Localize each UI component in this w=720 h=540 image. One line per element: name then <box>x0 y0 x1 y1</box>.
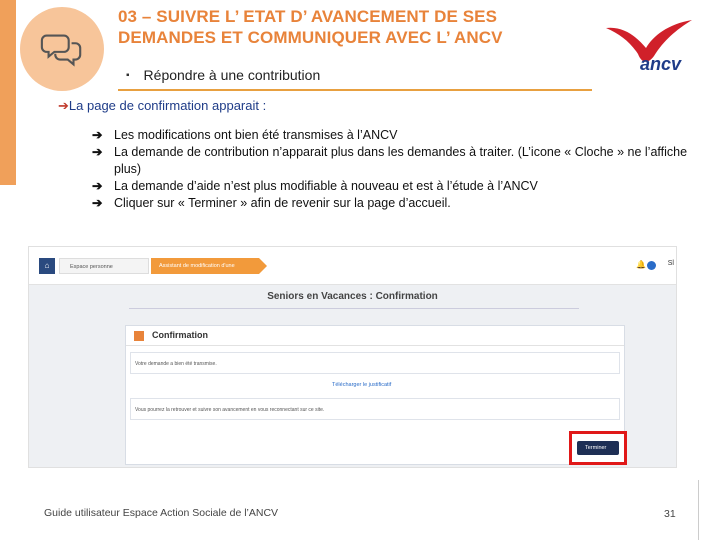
title-line-1: 03 – SUIVRE L’ ETAT D’ AVANCEMENT DE SES <box>118 7 498 26</box>
subtitle <box>126 67 320 83</box>
list-item <box>92 127 692 144</box>
lead-label: La page de confirmation apparait : <box>68 98 267 113</box>
list-item-text: Cliquer sur « Terminer » afin de revenir sur la page d’accueil. <box>114 196 451 210</box>
list-item-text: La demande d’aide n’est plus modifiable à nouveau et est à l’étude à l’ANCV <box>114 179 538 193</box>
list-item-text: La demande de contribution n’apparait plus dans les demandes à traiter. (L’icone « Cloche » ne l’affiche plus) <box>114 145 688 176</box>
highlight-box <box>569 431 627 465</box>
ancv-logo-text: ancv <box>640 54 682 74</box>
chat-bubbles-icon <box>20 7 104 91</box>
download-link[interactable]: Télécharger le justificatif <box>332 382 392 388</box>
message-follow-up: Vous pourrez la retrouver et suivre son avancement en vous reconnectant sur ce site. <box>130 398 620 420</box>
breadcrumb-espace[interactable]: Espace personne <box>59 258 149 274</box>
title-underline <box>118 89 592 91</box>
lead-text <box>58 98 266 114</box>
list-item-text: Les modifications ont bien été transmises à l’ANCV <box>114 128 398 142</box>
message-transmitted: Votre demande a bien été transmise. <box>130 352 620 374</box>
list-item <box>92 195 692 212</box>
divider <box>129 308 579 309</box>
list-item <box>92 178 692 195</box>
confirmation-page-title: Seniors en Vacances : Confirmation <box>267 291 438 302</box>
edit-icon <box>134 331 144 341</box>
list-item <box>92 144 692 178</box>
subtitle-text: Répondre à une contribution <box>143 67 321 83</box>
arrow-icon: ➔ <box>92 179 103 193</box>
page-number: 31 <box>664 508 676 520</box>
card-title: Confirmation <box>152 330 208 340</box>
user-name[interactable]: Sl <box>667 260 674 267</box>
breadcrumb-assistant[interactable]: Assistant de modification d'une demande <box>151 258 259 274</box>
finish-button[interactable]: Terminer <box>577 441 619 455</box>
bullet-marker: ▪ <box>126 69 130 81</box>
title-line-2: DEMANDES ET COMMUNIQUER AVEC L’ ANCV <box>118 28 503 47</box>
card-header <box>126 326 624 346</box>
avatar[interactable] <box>647 261 656 270</box>
bell-icon[interactable]: 🔔 <box>636 260 646 269</box>
page-title <box>118 6 578 48</box>
arrow-icon: ➔ <box>92 145 103 159</box>
home-icon[interactable]: ⌂ <box>39 258 55 274</box>
app-topbar <box>29 247 676 285</box>
confirmation-card <box>125 325 625 465</box>
embedded-screenshot <box>28 246 677 468</box>
footer-divider <box>698 480 699 540</box>
footer-text: Guide utilisateur Espace Action Sociale de l’ANCV <box>44 507 279 519</box>
arrow-icon: ➔ <box>92 128 103 142</box>
arrow-icon: ➔ <box>92 196 103 210</box>
accent-bar <box>0 0 16 185</box>
bullet-list <box>92 127 692 212</box>
arrow-icon: ➔ <box>58 98 69 113</box>
